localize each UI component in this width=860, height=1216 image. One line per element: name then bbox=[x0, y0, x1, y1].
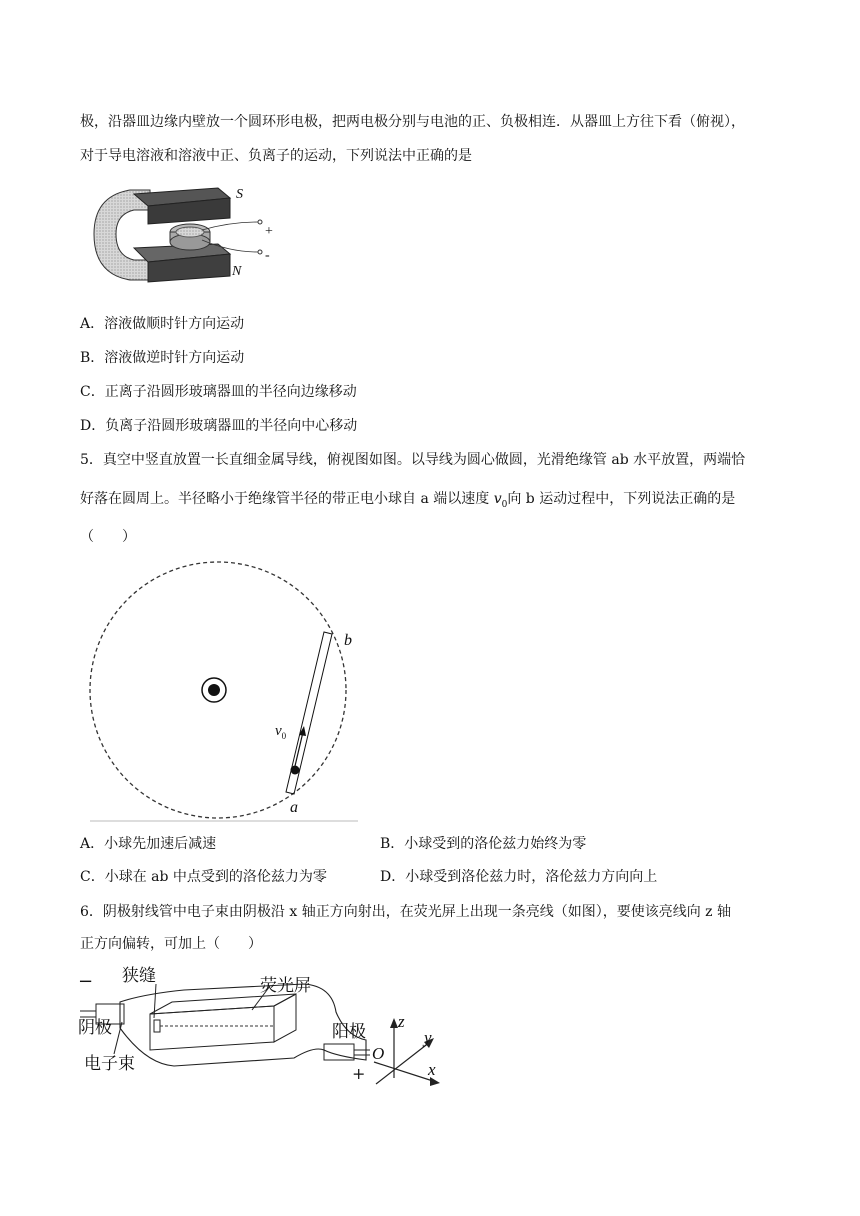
q4-magnet-figure bbox=[90, 182, 290, 288]
q4-stem-line1: 极，沿器皿边缘内壁放一个圆环形电极，把两电极分别与电池的正、负极相连．从器皿上方往下看（俯视）， bbox=[80, 114, 745, 130]
q6-stem-line2: 正方向偏转，可加上（ ） bbox=[80, 936, 262, 952]
q5-fig-label-b: b bbox=[344, 632, 352, 649]
q5-fig-label-v0: $v_0$ bbox=[275, 723, 287, 741]
q6-fig-axis-y: y bbox=[424, 1028, 432, 1047]
q4-fig-label-s: S bbox=[236, 187, 243, 202]
q6-stem-line1: 6．阴极射线管中电子束由阴极沿 x 轴正方向射出，在荧光屏上出现一条亮线（如图），要使该亮线向 z 轴 bbox=[80, 904, 731, 920]
q4-fig-label-plus: + bbox=[265, 224, 273, 239]
q6-fig-slit: 狭缝 bbox=[122, 966, 156, 986]
q5-circle-figure bbox=[80, 560, 370, 830]
q6-fig-beam: 电子束 bbox=[84, 1054, 135, 1074]
q6-fig-axis-o: O bbox=[372, 1044, 385, 1063]
q6-fig-plus: + bbox=[352, 1064, 366, 1083]
q6-fig-cathode: 阴极 bbox=[78, 1018, 112, 1038]
q5-stem-line3: （ ） bbox=[80, 529, 136, 545]
q5-option-b: B．小球受到的洛伦兹力始终为零 bbox=[380, 836, 587, 852]
q6-fig-axis-x: x bbox=[428, 1060, 436, 1079]
q6-fig-anode: 阳极 bbox=[332, 1022, 366, 1042]
q4-fig-label-minus: - bbox=[265, 248, 270, 263]
q5-option-c: C．小球在 ab 中点受到的洛伦兹力为零 bbox=[80, 869, 327, 885]
q4-option-d: D．负离子沿圆形玻璃器皿的半径向中心移动 bbox=[80, 418, 358, 434]
q6-fig-screen: 荧光屏 bbox=[260, 976, 311, 996]
q6-fig-minus: − bbox=[78, 971, 94, 992]
q4-option-b: B．溶液做逆时针方向运动 bbox=[80, 350, 245, 366]
q6-fig-axis-z: z bbox=[398, 1012, 405, 1031]
q5-option-d: D．小球受到洛伦兹力时，洛伦兹力方向向上 bbox=[380, 869, 658, 885]
q4-fig-label-n: N bbox=[232, 264, 242, 279]
q4-stem-line2: 对于导电溶液和溶液中正、负离子的运动，下列说法中正确的是 bbox=[80, 148, 472, 164]
q5-stem-line2: 好落在圆周上。半径略小于绝缘管半径的带正电小球自 a 端以速度 $v_0$向 b 运动过程中，下列说法正确的是 bbox=[80, 491, 736, 510]
q5-option-a: A．小球先加速后减速 bbox=[80, 836, 217, 852]
q4-option-a: A．溶液做顺时针方向运动 bbox=[80, 316, 245, 332]
q5-stem-line1: 5．真空中竖直放置一长直细金属导线，俯视图如图。以导线为圆心做圆，光滑绝缘管 ab 水平放置，两端恰 bbox=[80, 452, 746, 468]
q4-option-c: C．正离子沿圆形玻璃器皿的半径向边缘移动 bbox=[80, 384, 357, 400]
q5-fig-label-a: a bbox=[290, 799, 298, 816]
